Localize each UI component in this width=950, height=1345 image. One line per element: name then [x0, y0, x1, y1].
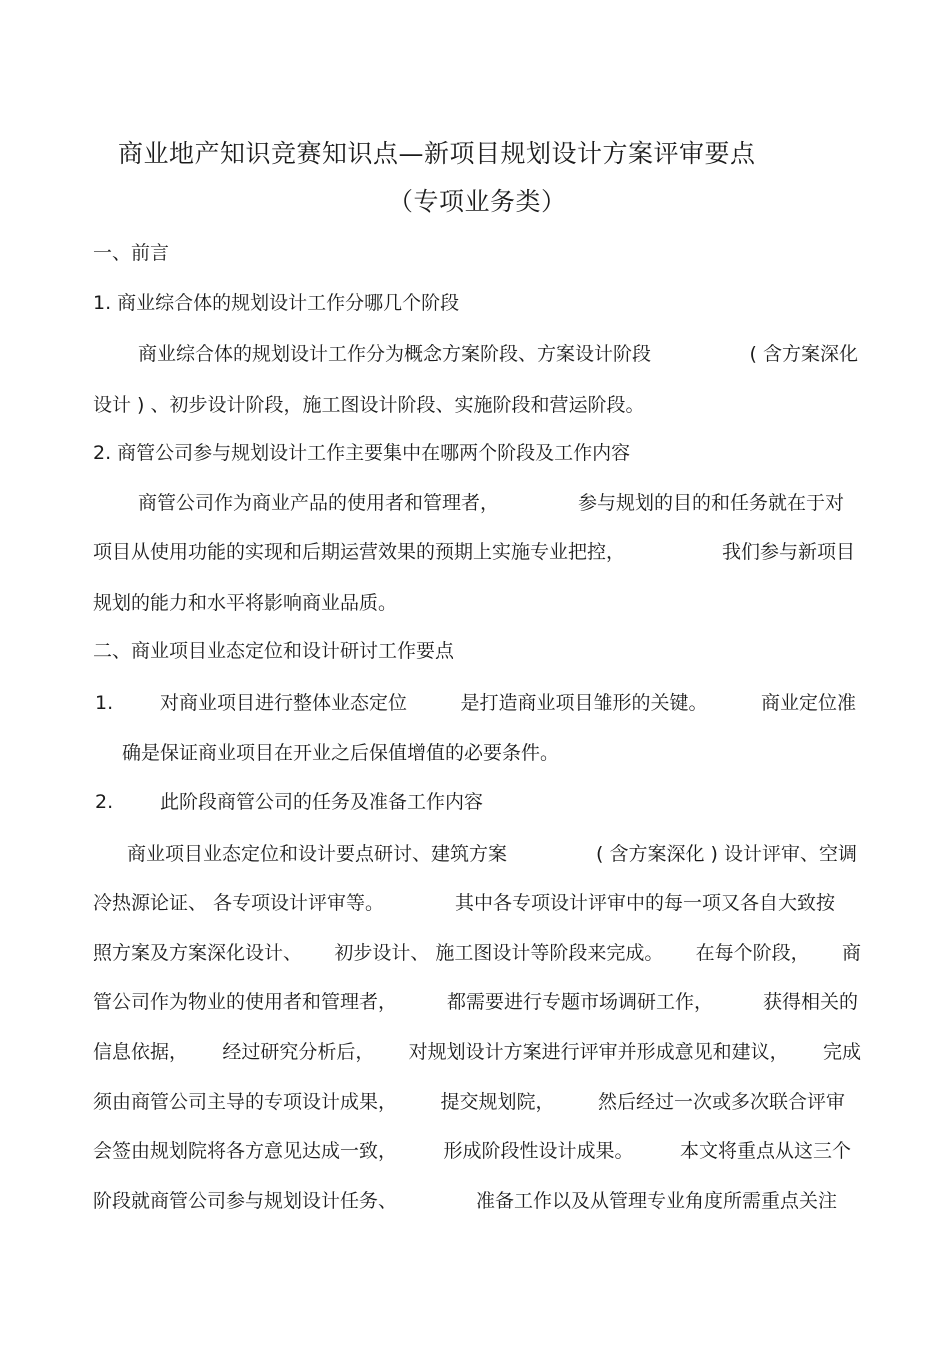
text-span: 信息依据，	[93, 1041, 189, 1063]
text-span: 形成阶段性设计成果。	[443, 1140, 634, 1162]
text-span: 会签由规划院将各方意见达成一致，	[93, 1140, 398, 1162]
text-span: 都需要进行专题市场调研工作，	[446, 991, 713, 1013]
list-item-number: 1.	[95, 692, 114, 714]
text-span: 阶段就商管公司参与规划设计任务、	[93, 1190, 398, 1212]
paragraph-line	[138, 490, 844, 516]
list-item-text: 此阶段商管公司的任务及准备工作内容	[160, 791, 484, 813]
text-span: 商	[841, 942, 861, 964]
section-heading-preface: 一、前言	[93, 242, 170, 264]
list-item-number: 2.	[95, 791, 114, 813]
paragraph-line: 规划的能力和水平将影响商业品质。	[93, 592, 398, 614]
text-span: 对规划设计方案进行评审并形成意见和建议，	[408, 1041, 789, 1063]
text-span: 冷热源论证、 各专项设计评审等。	[93, 892, 385, 914]
text-span: 项目从使用功能的实现和后期运营效果的预期上实施专业把控，	[93, 541, 626, 563]
text-span: 提交规划院，	[440, 1091, 555, 1113]
document-title-line1: 商业地产知识竞赛知识点—新项目规划设计方案评审要点	[118, 139, 756, 168]
text-span: 照方案及方案深化设计、	[93, 942, 303, 964]
paragraph-line	[93, 1188, 837, 1214]
text-span: 获得相关的	[762, 991, 858, 1013]
question-heading-2: 2. 商管公司参与规划设计工作主要集中在哪两个阶段及工作内容	[93, 442, 631, 464]
paragraph-line	[93, 1089, 845, 1115]
text-span: 准备工作以及从管理专业角度所需重点关注	[475, 1190, 837, 1212]
document-title-line2: （专项业务类）	[388, 187, 567, 216]
paragraph-line	[93, 539, 855, 565]
text-span: 商业综合体的规划设计工作分为概念方案阶段、方案设计阶段	[138, 343, 652, 365]
text-span: 本文将重点从这三个	[679, 1140, 851, 1162]
text-span: 其中各专项设计评审中的每一项又各自大致按	[454, 892, 835, 914]
paragraph-line	[160, 690, 856, 716]
text-span: 管公司作为物业的使用者和管理者，	[93, 991, 398, 1013]
text-span: 经过研究分析后，	[222, 1041, 375, 1063]
text-span: 对商业项目进行整体业态定位	[160, 692, 408, 714]
paragraph-line: 设计 ) 、初步设计阶段，施工图设计阶段、实施阶段和营运阶段。	[93, 394, 645, 416]
text-span: 我们参与新项目	[721, 541, 855, 563]
text-span: 商业项目业态定位和设计要点研讨、建筑方案	[127, 843, 508, 865]
paragraph-line	[138, 341, 858, 367]
text-span: 商业定位准	[760, 692, 856, 714]
text-span: 初步设计、 施工图设计等阶段来完成。	[334, 942, 664, 964]
text-span: ( 含方案深化	[749, 343, 858, 365]
text-span: 在每个阶段，	[695, 942, 810, 964]
paragraph-line	[93, 989, 858, 1015]
text-span: ( 含方案深化 ) 设计评审、空调	[596, 843, 857, 865]
paragraph-line: 确是保证商业项目在开业之后保值增值的必要条件。	[122, 742, 560, 764]
text-span: 完成	[822, 1041, 861, 1063]
text-span: 须由商管公司主导的专项设计成果，	[93, 1091, 398, 1113]
text-span: 然后经过一次或多次联合评审	[597, 1091, 845, 1113]
paragraph-line	[93, 940, 861, 966]
text-span: 参与规划的目的和任务就在于对	[577, 492, 844, 514]
paragraph-line	[127, 841, 857, 867]
section-heading-positioning: 二、商业项目业态定位和设计研讨工作要点	[93, 640, 455, 662]
text-span: 是打造商业项目雏形的关键。	[460, 692, 708, 714]
paragraph-line	[93, 890, 835, 916]
paragraph-line	[93, 1138, 851, 1164]
paragraph-line	[93, 1039, 861, 1065]
text-span: 商管公司作为商业产品的使用者和管理者，	[138, 492, 500, 514]
question-heading-1: 1. 商业综合体的规划设计工作分哪几个阶段	[93, 292, 460, 314]
